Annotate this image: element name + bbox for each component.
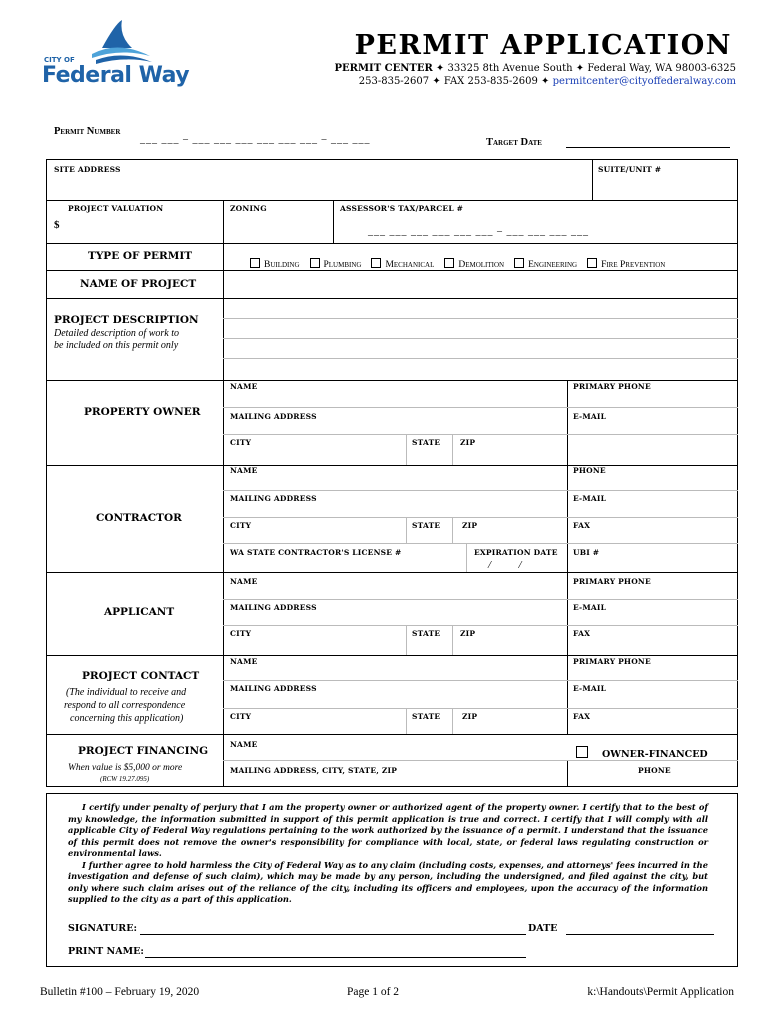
checkbox-icon[interactable] <box>310 258 320 268</box>
date-label: DATE <box>528 923 558 934</box>
footer-bulletin: Bulletin #100 – February 19, 2020 <box>40 986 200 998</box>
contractor-state-label: STATE <box>412 521 441 530</box>
contact-name-label: NAME <box>230 657 258 666</box>
contractor-city-label: CITY <box>230 521 252 530</box>
permit-option-fire-prevention[interactable]: Fire Prevention <box>587 260 665 270</box>
header-street: 33325 8th Avenue South <box>447 63 573 74</box>
zoning-label: ZONING <box>230 204 267 213</box>
applicant-state-label: STATE <box>412 629 441 638</box>
header-email-link[interactable]: permitcenter@cityoffederalway.com <box>552 76 736 87</box>
applicant-zip-label: ZIP <box>460 629 476 638</box>
contractor-phone-label: PHONE <box>573 466 606 475</box>
contractor-license-label: WA STATE CONTRACTOR'S LICENSE # <box>230 548 402 557</box>
financing-mailing-label: MAILING ADDRESS, CITY, STATE, ZIP <box>230 766 398 775</box>
project-contact-note-3: concerning this application) <box>70 713 184 724</box>
project-description-note-2: be included on this permit only <box>54 340 179 351</box>
permit-number-label: Permit Number <box>54 126 121 137</box>
suite-unit-label: SUITE/UNIT # <box>598 165 662 174</box>
page-title: PERMIT APPLICATION <box>354 30 732 61</box>
financing-name-label: NAME <box>230 740 258 749</box>
owner-email-label: E-MAIL <box>573 412 607 421</box>
header-contact-line: 253-835-2607 ✦ FAX 253-835-2609 ✦ permitcenter@cityoffederalway.com <box>358 76 736 87</box>
project-valuation-label: PROJECT VALUATION <box>68 204 164 213</box>
owner-zip-label: ZIP <box>460 438 476 447</box>
contact-email-label: E-MAIL <box>573 684 607 693</box>
contractor-name-label: NAME <box>230 466 258 475</box>
owner-primary-phone-label: PRIMARY PHONE <box>573 382 651 391</box>
owner-name-label: NAME <box>230 382 258 391</box>
name-of-project-input[interactable] <box>226 272 734 296</box>
contact-primary-phone-label: PRIMARY PHONE <box>573 657 651 666</box>
parcel-field[interactable]: ___ ___ ___ ___ ___ ___ – ___ ___ ___ ___ <box>368 226 589 237</box>
permit-option-building[interactable]: Building <box>250 260 300 270</box>
footer-page-number: Page 1 of 2 <box>347 986 400 998</box>
contact-mailing-label: MAILING ADDRESS <box>230 684 317 693</box>
project-description-label: PROJECT DESCRIPTION <box>54 314 199 326</box>
contractor-expiration-label: EXPIRATION DATE <box>474 548 558 557</box>
certification-paragraph-2: I further agree to hold harmless the City of Federal Way as to any claim (including costs, expenses, and attorneys' fees incurred in the investigation and defense of such claim), which may be made by any person, including the undersigned, and filed against the city, but only where such claim arises out of the reliance of the city, including its officers and employees, upon the accuracy of the information supplied to the city as a part of this application. <box>68 859 708 904</box>
applicant-city-label: CITY <box>230 629 252 638</box>
owner-state-label: STATE <box>412 438 441 447</box>
type-of-permit-label: TYPE OF PERMIT <box>88 250 193 262</box>
project-contact-label: PROJECT CONTACT <box>82 670 200 682</box>
project-valuation-input[interactable] <box>64 214 214 238</box>
name-of-project-label: NAME OF PROJECT <box>80 278 197 290</box>
applicant-name-label: NAME <box>230 577 258 586</box>
signature-line[interactable] <box>140 934 526 935</box>
project-contact-note-1: (The individual to receive and <box>66 687 187 698</box>
certification-text <box>68 802 708 906</box>
site-address-label: SITE ADDRESS <box>54 165 121 174</box>
logo-name: Federal Way <box>42 63 190 88</box>
permit-number-field[interactable]: ___ ___ – ___ ___ ___ ___ ___ ___ – ___ ___ <box>140 134 371 145</box>
checkbox-icon[interactable] <box>371 258 381 268</box>
applicant-primary-phone-label: PRIMARY PHONE <box>573 577 651 586</box>
contractor-mailing-label: MAILING ADDRESS <box>230 494 317 503</box>
permit-option-mechanical[interactable]: Mechanical <box>371 260 434 270</box>
print-name-line[interactable] <box>145 957 526 958</box>
contact-fax-label: FAX <box>573 712 591 721</box>
project-description-input[interactable] <box>226 300 734 376</box>
date-line[interactable] <box>566 934 714 935</box>
project-description-note-1: Detailed description of work to <box>54 328 179 339</box>
contractor-label: CONTRACTOR <box>96 512 182 524</box>
footer-file-path: k:\Handouts\Permit Application <box>587 986 734 998</box>
checkbox-icon[interactable] <box>576 746 588 758</box>
applicant-fax-label: FAX <box>573 629 591 638</box>
contact-state-label: STATE <box>412 712 441 721</box>
project-financing-note-1: When value is $5,000 or more <box>68 763 183 773</box>
target-date-field[interactable] <box>566 147 730 148</box>
currency-symbol: $ <box>54 219 60 231</box>
permit-option-demolition[interactable]: Demolition <box>444 260 504 270</box>
site-address-input[interactable] <box>50 175 585 197</box>
print-name-label: PRINT NAME: <box>68 946 144 957</box>
zoning-input[interactable] <box>226 214 330 238</box>
permit-option-plumbing[interactable]: Plumbing <box>310 260 362 270</box>
parcel-label: ASSESSOR'S TAX/PARCEL # <box>340 204 464 213</box>
permit-option-engineering[interactable]: Engineering <box>514 260 577 270</box>
contractor-ubi-label: UBI # <box>573 548 600 557</box>
owner-mailing-label: MAILING ADDRESS <box>230 412 317 421</box>
project-financing-note-2: (RCW 19.27.095) <box>100 775 150 783</box>
project-contact-note-2: respond to all correspondence <box>64 700 186 711</box>
owner-city-label: CITY <box>230 438 252 447</box>
contact-zip-label: ZIP <box>462 712 478 721</box>
contractor-zip-label: ZIP <box>462 521 478 530</box>
header-city: Federal Way, WA 98003-6325 <box>587 63 736 74</box>
checkbox-icon[interactable] <box>514 258 524 268</box>
property-owner-label: PROPERTY OWNER <box>84 406 201 418</box>
logo-city-of: CITY OF <box>44 56 75 64</box>
project-financing-label: PROJECT FINANCING <box>78 745 209 757</box>
signature-label: SIGNATURE: <box>68 923 137 934</box>
expiration-date-field[interactable]: / / <box>488 559 522 571</box>
checkbox-icon[interactable] <box>444 258 454 268</box>
contact-city-label: CITY <box>230 712 252 721</box>
checkbox-icon[interactable] <box>587 258 597 268</box>
certification-paragraph-1: I certify under penalty of perjury that I am the property owner or authorized agent of the property owner. I certify that to the best of my knowledge, the information submitted in support of this permit application is true and correct. I certify that I will comply with all applicable City of Federal Way regulations pertaining to the work authorized by the issuance of a permit. I understand that the issuance of this permit does not remove the owner's responsibility for compliance with local, state, or federal laws regulating construction or environmental laws. <box>68 802 708 858</box>
header-fax: FAX 253-835-2609 <box>443 76 538 87</box>
target-date-label: Target Date <box>486 137 542 148</box>
header-phone: 253-835-2607 <box>358 76 430 87</box>
financing-phone-label: PHONE <box>638 766 671 775</box>
owner-financed-label: OWNER-FINANCED <box>602 749 708 760</box>
contractor-fax-label: FAX <box>573 521 591 530</box>
applicant-email-label: E-MAIL <box>573 603 607 612</box>
applicant-label: APPLICANT <box>104 606 175 618</box>
applicant-mailing-label: MAILING ADDRESS <box>230 603 317 612</box>
suite-unit-input[interactable] <box>596 175 734 197</box>
header-address-line: PERMIT CENTER ✦ 33325 8th Avenue South ✦ Federal Way, WA 98003-6325 <box>334 63 736 74</box>
checkbox-icon[interactable] <box>250 258 260 268</box>
contractor-email-label: E-MAIL <box>573 494 607 503</box>
permit-center-label: PERMIT CENTER <box>334 63 433 74</box>
